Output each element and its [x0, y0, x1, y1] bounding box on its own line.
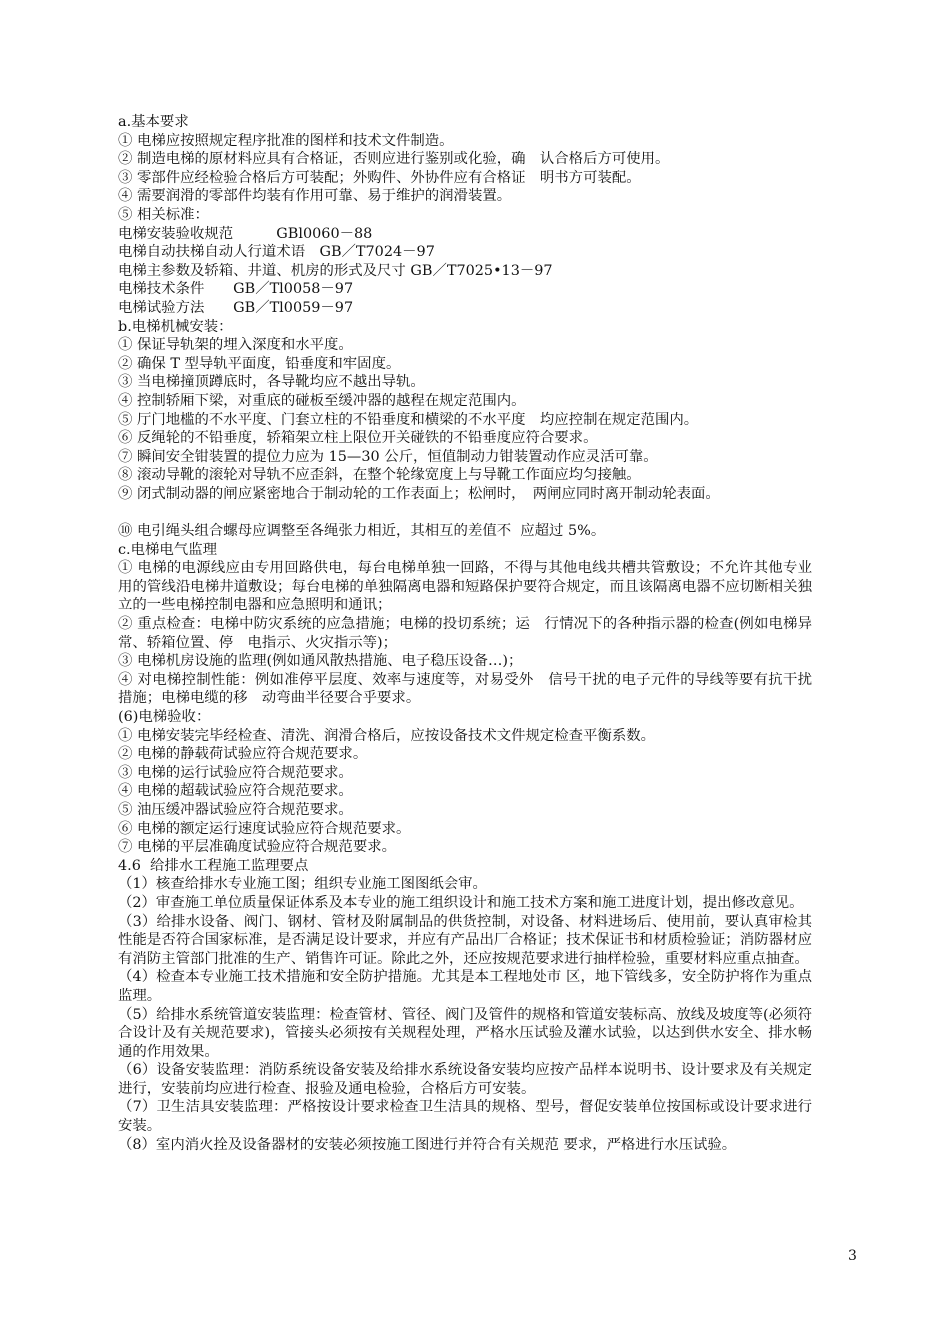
standard-item: 电梯安装验收规范 GBl0060－88 — [118, 225, 373, 242]
list-item: ⑤ 厅门地槛的不水平度、门套立柱的不铅垂度和横梁的不水平度 均应控制在规定范围内。 — [118, 411, 699, 428]
paragraph: （3）给排水设备、阀门、钢材、管材及附属制品的供货控制，对设备、材料进场后、使用前，要认真审检其性能是否符合国家标准，是否满足设计要求，并应有产品出厂合格证；技术保证书和材质检验证；消防器材应有消防主管部门批准的生产、销售许可证。除此之外，还应按规范要求进行抽样检验，重要材料应重点抽查。 — [118, 913, 812, 967]
list-item: ④ 需要润滑的零部件均装有作用可靠、易于维护的润滑装置。 — [118, 188, 512, 205]
paragraph: ③ 电梯机房设施的监理(例如通风散热措施、电子稳压设备…)； — [118, 653, 523, 670]
list-item: ③ 零部件应经检验合格后方可装配；外购件、外协件应有合格证 明书方可装配。 — [118, 169, 641, 186]
document-body — [118, 113, 812, 1154]
paragraph: （7）卫生洁具安装监理：严格按设计要求检查卫生洁具的规格、型号，督促安装单位按国标或设计要求进行安装。 — [118, 1099, 812, 1135]
list-item: ② 电梯的静载荷试验应符合规范要求。 — [118, 746, 368, 763]
list-item: ② 确保 T 型导轨平面度，铅垂度和牢固度。 — [118, 355, 401, 372]
list-item: ⑥ 电梯的额定运行速度试验应符合规范要求。 — [118, 820, 411, 837]
list-item: ③ 电梯的运行试验应符合规范要求。 — [118, 764, 353, 781]
list-item: ⑦ 瞬间安全钳装置的提位力应为 15—30 公斤，恒值制动力钳装置动作应灵活可靠。 — [118, 448, 658, 465]
paragraph: ④ 对电梯控制性能：例如准停平层度、效率与速度等，对易受外 信号干扰的电子元件的导线等要有抗干扰措施；电梯电缆的移 动弯曲半径要合乎要求。 — [118, 671, 812, 707]
list-item: ⑥ 反绳轮的不铅垂度，轿箱架立柱上限位开关碰铁的不铅垂度应符合要求。 — [118, 430, 598, 447]
list-item: ① 保证导轨架的埋入深度和水平度。 — [118, 337, 353, 354]
paragraph: （4）检查本专业施工技术措施和安全防护措施。尤其是本工程地处市 区，地下管线多，安全防护将作为重点监理。 — [118, 969, 812, 1004]
paragraph: （1）核查给排水专业施工图；组织专业施工图图纸会审。 — [118, 876, 487, 893]
list-item: ④ 控制轿厢下梁，对重底的碰板至缓冲器的越程在规定范围内。 — [118, 392, 526, 409]
paragraph: （6）设备安装监理：消防系统设备安装及给排水系统设备安装均应按产品样本说明书、设计要求及有关规定进行，安装前均应进行检查、报验及通电检验，合格后方可安装。 — [118, 1062, 812, 1097]
standard-item: 电梯主参数及轿箱、井道、机房的形式及尺寸 GB／T7025•13－97 — [118, 262, 553, 279]
section-heading-elevator-acceptance: (6)电梯验收： — [118, 709, 211, 725]
blank-line — [118, 503, 812, 522]
paragraph: ① 电梯的电源线应由专用回路供电，每台电梯单独一回路，不得与其他电线共槽共管敷设；不允许其他专业用的管线沿电梯井道敷设；每台电梯的单独隔离电器和短路保护要符合规定，而且该隔离电器不应切断相关独立的一些电梯控制电器和应急照明和通讯； — [118, 560, 812, 614]
paragraph: （5）给排水系统管道安装监理：检查管材、管径、阀门及管件的规格和管道安装标高、放线及坡度等(必须符合设计及有关规范要求)，管接头必须按有关规程处理，严格水压试验及灌水试验，以达到供水安全、排水畅通的作用效果。 — [118, 1006, 812, 1060]
standard-item: 电梯试验方法 GB／Tl0059－97 — [118, 299, 354, 316]
list-item: ⑩ 电引绳头组合螺母应调整至各绳张力相近，其相互的差值不 应超过 5%。 — [118, 523, 606, 540]
paragraph: （2）审查施工单位质量保证体系及本专业的施工组织设计和施工技术方案和施工进度计划，提出修改意见。 — [118, 894, 804, 911]
list-item: ② 制造电梯的原材料应具有合格证，否则应进行鉴别或化验，确 认合格后方可使用。 — [118, 151, 670, 168]
page-number: 3 — [848, 1248, 857, 1264]
list-item: ③ 当电梯撞顶蹲底时，各导靴均应不越出导轨。 — [118, 374, 425, 391]
standard-item: 电梯技术条件 GB／Tl0058－97 — [118, 281, 354, 298]
section-heading-mechanical-installation: b.电梯机械安装： — [118, 318, 233, 335]
list-item: ⑧ 滚动导靴的滚轮对导轨不应歪斜，在整个轮缘宽度上与导靴工作面应均匀接触。 — [118, 467, 641, 484]
section-heading-electrical-supervision: c.电梯电气监理 — [118, 541, 217, 558]
paragraph: ② 重点检查：电梯中防灾系统的应急措施；电梯的投切系统；运 行情况下的各种指示器的检查(例如电梯异常、轿箱位置、停 电指示、火灾指示等)； — [118, 616, 812, 651]
list-item: ⑨ 闭式制动器的闸应紧密地合于制动轮的工作表面上；松闸时， 两闸应同时离开制动轮表面。 — [118, 485, 720, 502]
list-item: ① 电梯应按照规定程序批准的图样和技术文件制造。 — [118, 132, 454, 149]
list-item: ① 电梯安装完毕经检查、清洗、润滑合格后，应按设备技术文件规定检查平衡系数。 — [118, 727, 656, 744]
list-item: ⑦ 电梯的平层准确度试验应符合规范要求。 — [118, 839, 396, 856]
list-item: ⑤ 油压缓冲器试验应符合规范要求。 — [118, 801, 353, 818]
list-item: ⑤ 相关标准： — [118, 206, 209, 223]
list-item: ④ 电梯的超载试验应符合规范要求。 — [118, 783, 353, 800]
section-heading-basic-requirements: a.基本要求 — [118, 114, 189, 130]
section-heading-plumbing: 4.6 给排水工程施工监理要点 — [118, 857, 309, 874]
standard-item: 电梯自动扶梯自动人行道术语 GB／T7024－97 — [118, 244, 435, 261]
paragraph: （8）室内消火拴及设备器材的安装必须按施工图进行并符合有关规范 要求，严格进行水压试验。 — [118, 1136, 737, 1153]
